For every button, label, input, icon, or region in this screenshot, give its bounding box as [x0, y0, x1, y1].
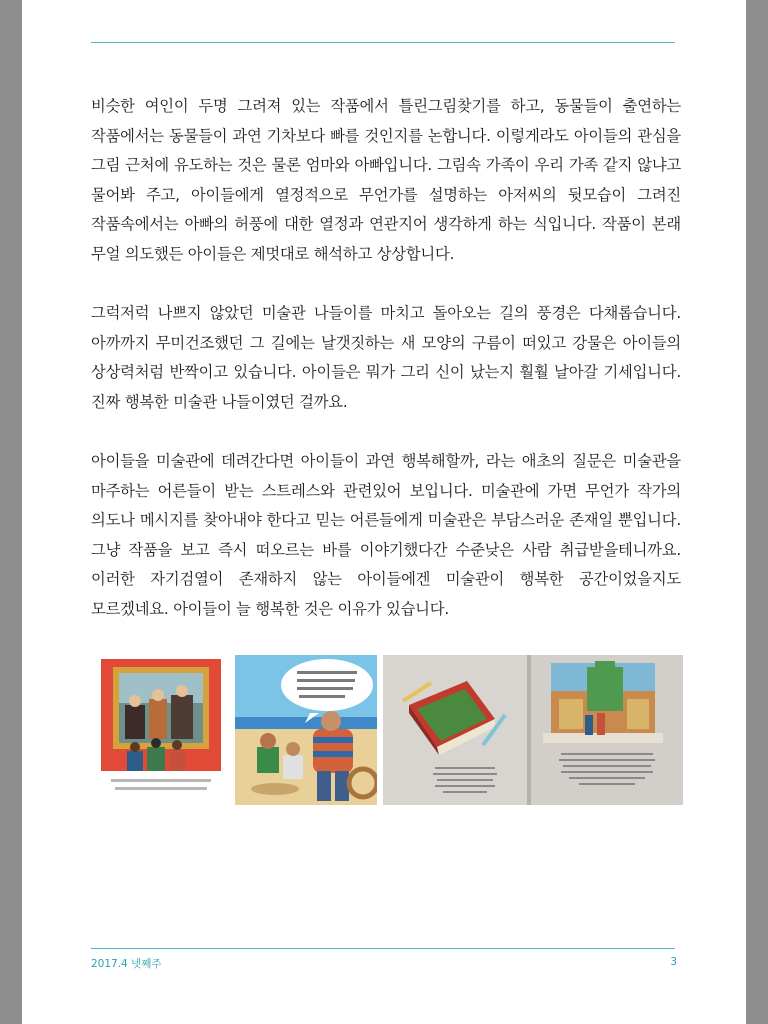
paragraph-2: 그럭저럭 나쁘지 않았던 미술관 나들이를 마치고 돌아오는 길의 풍경은 다채롭습니다. 아까까지 무미건조했던 그 길에는 날갯짓하는 새 모양의 구름이 떠있고 강물은 아이들의 상상력처럼 반짝이고 있습니다. 아이들은 뭐가 그리 신이 났는지 훨훨 날아갈 기세입니다. 진짜 행복한 미술관 나들이였던 걸까요.	[91, 304, 681, 411]
document-page	[22, 0, 746, 1024]
paragraph-1: 비슷한 여인이 두명 그려져 있는 작품에서 틀린그림찾기를 하고, 동물들이 출연하는 작품에서는 동물들이 과연 기차보다 빠를 것인지를 논합니다. 이렇게라도 아이들의 관심을 그림 근처에 유도하는 것은 물론 엄마와 아빠입니다. 그림속 가족이 우리 가족 같지 않냐고 물어봐 주고, 아이들에게 열정적으로 무언가를 설명하는 아저씨의 뒷모습이 그려진 작품속에서는 아빠의 허풍에 대한 열정과 연관지어 생각하게 하는 식입니다. 작품이 본래 무얼 의도했든 아이들은 제멋대로 해석하고 상상합니다.	[91, 97, 681, 263]
footer-page-number: 3	[670, 956, 677, 968]
illustration-beach-story	[235, 655, 377, 805]
illustration-strip	[91, 655, 683, 805]
illustration-open-book	[383, 655, 683, 805]
article-body	[91, 92, 681, 654]
paragraph-3: 아이들을 미술관에 데려간다면 아이들이 과연 행복해할까, 라는 애초의 질문은 미술관을 마주하는 어른들이 받는 스트레스와 관련있어 보입니다. 미술관에 가면 무언가 작가의 의도나 메시지를 찾아내야 한다고 믿는 어른들에게 미술관은 부담스러운 존재일 뿐입니다. 그냥 작품을 보고 즉시 떠오르는 바를 이야기했다간 수준낮은 사람 취급받을테니까요. 이러한 자기검열이 존재하지 않는 아이들에겐 미술관이 행복한 공간이었을지도 모르겠네요. 아이들이 늘 행복한 것은 이유가 있습니다.	[91, 452, 681, 618]
footer-divider	[91, 948, 675, 949]
footer-issue-label: 2017.4 넷째주	[91, 958, 162, 970]
illustration-family-viewing-painting	[91, 655, 231, 805]
header-divider	[91, 42, 675, 43]
